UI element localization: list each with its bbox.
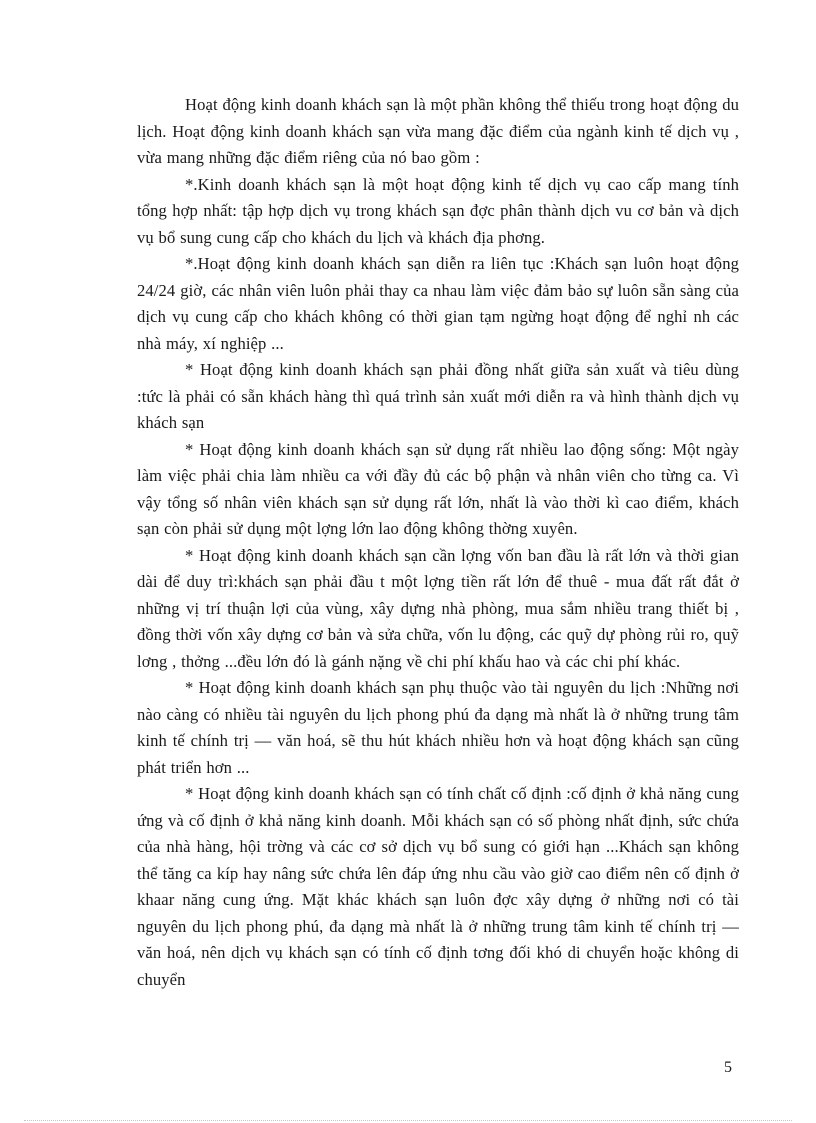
paragraph-tourism-resources: * Hoạt động kinh doanh khách sạn phụ thuộc vào tài nguyên du lịch :Những nơi nào càng có nhiều tài nguyên du lịch phong phú đa dạng mà nhất là ở những trung tâm kinh tế chính trị — văn hoá, sẽ thu hút khách nhiều hơn và hoạt động khách sạn cũng phát triển hơn ...: [137, 678, 739, 777]
footer-divider: [24, 1120, 792, 1121]
page-number: 5: [724, 1059, 732, 1076]
paragraph-labor-intensive: * Hoạt động kinh doanh khách sạn sử dụng rất nhiều lao động sống: Một ngày làm việc phải chia làm nhiều ca với đầy đủ các bộ phận và nhân viên cho từng ca. Vì vậy tổng số nhân viên khách sạn sử dụng rất lớn, nhất là vào thời kì cao điểm, khách sạn còn phải sử dụng một lợng lớn lao động không thờng xuyên.: [137, 439, 739, 538]
paragraph-intro: Hoạt động kinh doanh khách sạn là một phần không thể thiếu trong hoạt động du lịch. Hoạt động kinh doanh khách sạn vừa mang đặc điểm của ngành kinh tế dịch vụ , vừa mang những đặc điểm riêng của nó bao gồm :: [137, 95, 739, 167]
paragraph-capital-requirement: * Hoạt động kinh doanh khách sạn cần lợng vốn ban đầu là rất lớn và thời gian dài để duy trì:khách sạn phải đầu t một lợng tiền rất lớn để thuê - mua đất rất đắt ở những vị trí thuận lợi của vùng, xây dựng nhà phòng, mua sắm nhiều trang thiết bị , đồng thời vốn xây dựng cơ bản và sửa chữa, vốn lu động, các quỹ dự phòng rủi ro, quỹ lơng , thởng ...đều lớn đó là gánh nặng về chi phí khấu hao và các chi phí khác.: [137, 545, 739, 671]
paragraph-fixed-nature: * Hoạt động kinh doanh khách sạn có tính chất cố định :cố định ở khả năng cung ứng và cố định ở khả năng kinh doanh. Mỗi khách sạn có số phòng nhất định, sức chứa của nhà hàng, hội trờng và các cơ sở dịch vụ bổ sung có giới hạn ...Khách sạn không thể tăng ca kíp hay nâng sức chứa lên đáp ứng nhu cầu vào giờ cao điểm nên cố định ở khaar năng cung ứng. Mặt khác khách sạn luôn đợc xây dựng ở những nơi có tài nguyên du lịch phong phú, đa dạng mà nhất là ở những trung tâm kinh tế chính trị — văn hoá, nên dịch vụ khách sạn có tính cố định tơng đối khó di chuyển hoặc không di chuyển: [137, 784, 739, 989]
paragraph-production-consumption: * Hoạt động kinh doanh khách sạn phải đồng nhất giữa sản xuất và tiêu dùng :tức là phải có sẵn khách hàng thì quá trình sản xuất mới diễn ra và hình thành dịch vụ khách sạn: [137, 360, 739, 432]
paragraph-service-nature: *.Kinh doanh khách sạn là một hoạt động kinh tế dịch vụ cao cấp mang tính tổng hợp nhất: tập hợp dịch vụ trong khách sạn đợc phân thành dịch vu cơ bản và dịch vụ bổ sung cung cấp cho khách du lịch và khách địa phơng.: [137, 174, 739, 247]
body-text: [137, 92, 739, 993]
paragraph-continuous-operation: *.Hoạt động kinh doanh khách sạn diễn ra liên tục :Khách sạn luôn hoạt động 24/24 giờ, các nhân viên luôn phải thay ca nhau làm việc đảm bảo sự luôn sẵn sàng của dịch vụ cung cấp cho khách không có thời gian tạm ngừng hoạt động để nghỉ nh các nhà máy, xí nghiệp ...: [137, 254, 739, 353]
